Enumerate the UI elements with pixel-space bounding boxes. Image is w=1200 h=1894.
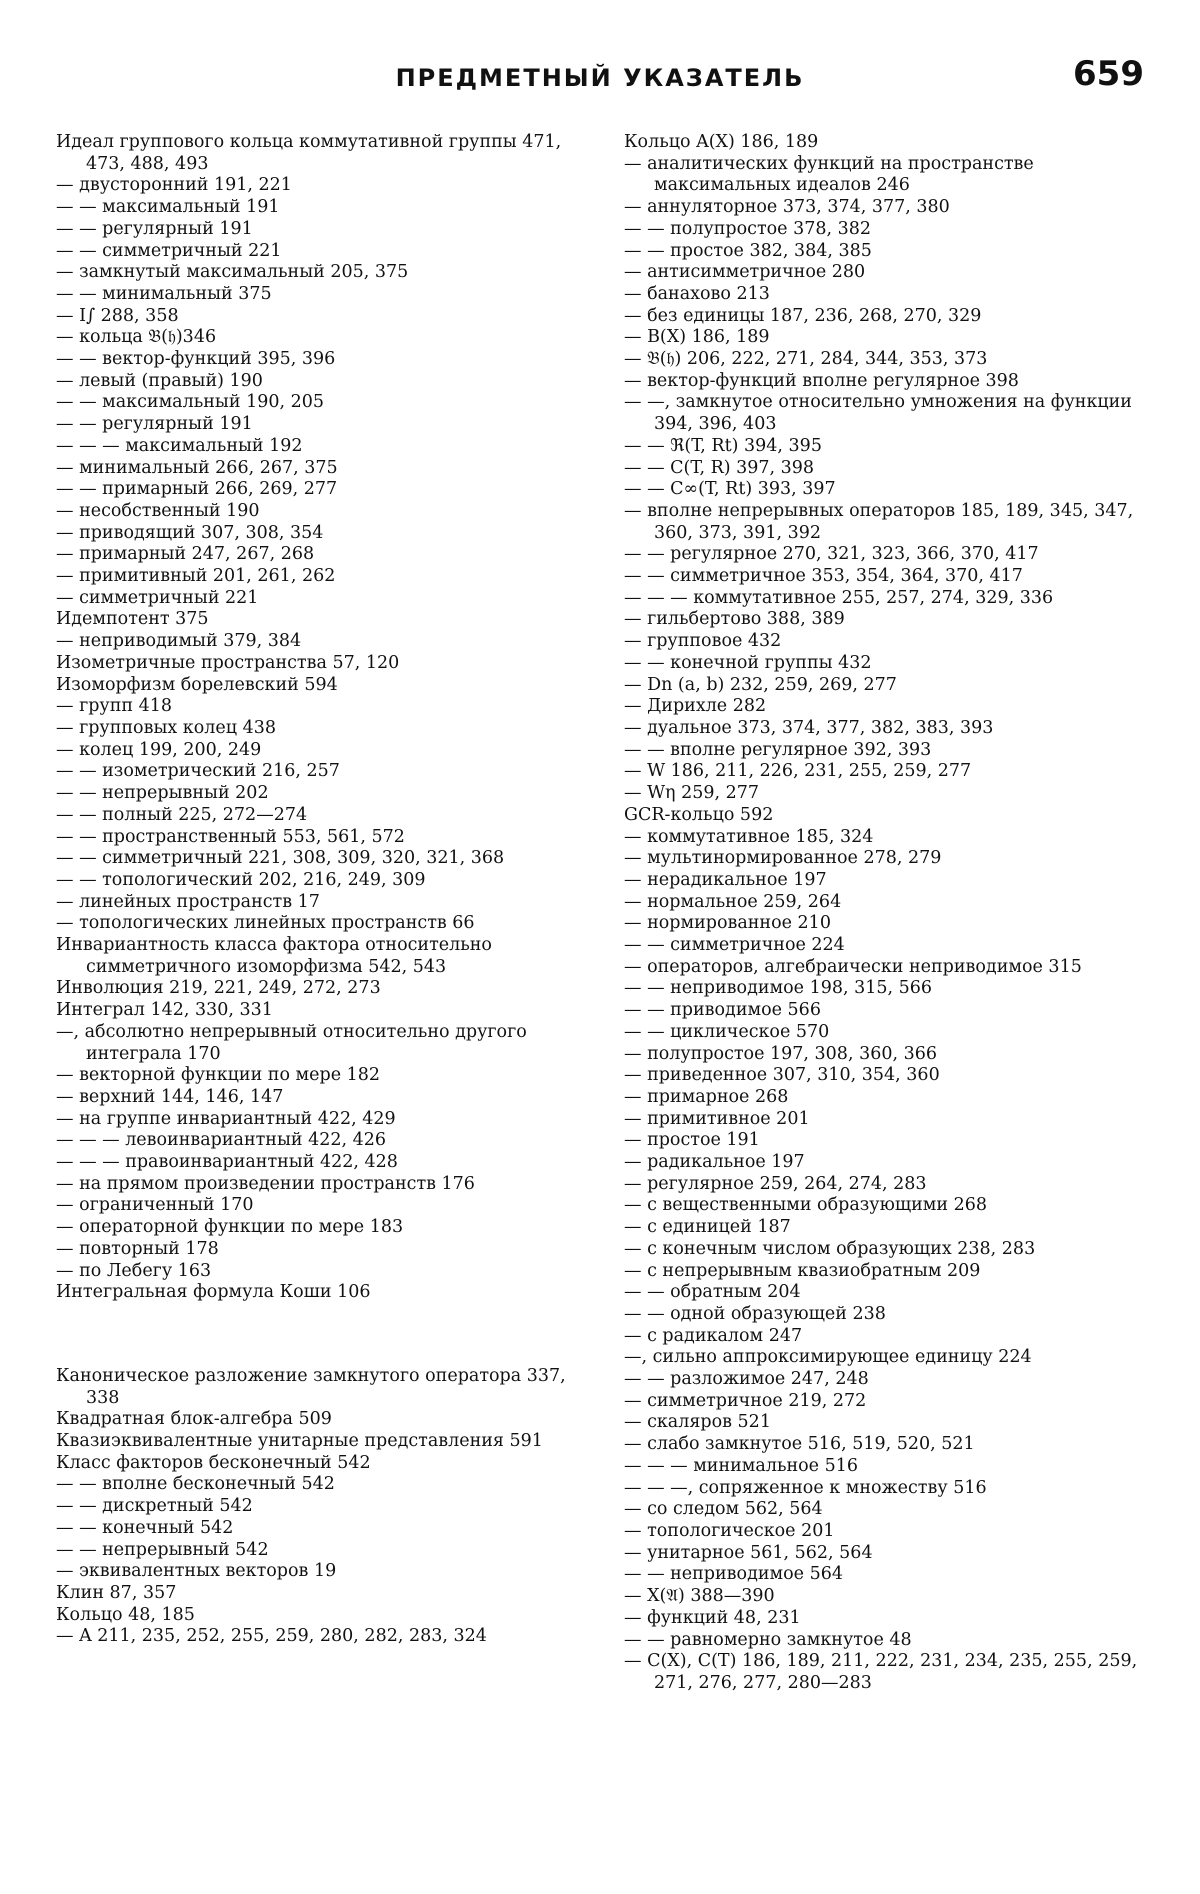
index-entry: — — непрерывный 202 [56, 783, 269, 804]
index-entry: Изометричные пространства 57, 120 [56, 652, 400, 673]
index-entry: — групп 418 [56, 696, 173, 717]
index-entry: — — максимальный 190, 205 [56, 392, 325, 413]
index-entry: Инвариантность класса фактора относительно симметричного изоморфизма 542, 543 [56, 935, 492, 977]
index-entry: —, абсолютно непрерывный относительно другого интеграла 170 [56, 1021, 527, 1064]
index-entry: Идеал группового кольца коммутативной группы 471, 473, 488, 493 [56, 132, 562, 174]
index-entry: Каноническое разложение замкнутого оператора 337, 338 [56, 1365, 566, 1408]
index-entry: — двусторонний 191, 221 [56, 175, 292, 196]
index-entry: — — —, сопряженное к множеству 516 [624, 1477, 987, 1498]
index-entry: — W 186, 211, 226, 231, 255, 259, 277 [624, 761, 972, 782]
index-entry: — колец 199, 200, 249 [56, 739, 262, 760]
index-entry: Интегральная формула Коши 106 [56, 1282, 371, 1303]
index-entry: — — приводимое 566 [624, 1000, 821, 1021]
index-entry: — — регулярное 270, 321, 323, 366, 370, 417 [624, 544, 1039, 565]
index-entry: — с вещественными образующими 268 [624, 1195, 988, 1216]
index-entry: — — полупростое 378, 382 [624, 218, 872, 239]
page-header [56, 50, 1144, 110]
index-entry: — гильбертово 388, 389 [624, 609, 845, 630]
index-entry: — примитивное 201 [624, 1108, 810, 1129]
index-entry: — несобственный 190 [56, 500, 260, 521]
index-entry: Кольцо 48, 185 [56, 1604, 195, 1625]
index-entry: — с радикалом 247 [624, 1325, 803, 1346]
index-entry: — —, замкнутое относительно умножения на функции 394, 396, 403 [624, 392, 1132, 435]
index-entry: — простое 191 [624, 1130, 760, 1151]
index-entry: — примарное 268 [624, 1086, 789, 1107]
index-entry: — — — левоинвариантный 422, 426 [56, 1130, 387, 1151]
index-entry: — — симметричный 221, 308, 309, 320, 321, 368 [56, 848, 505, 869]
index-entry: — с конечным числом образующих 238, 283 [624, 1238, 1036, 1259]
index-entry: — — непрерывный 542 [56, 1539, 269, 1560]
index-entry: — — конечной группы 432 [624, 652, 872, 673]
index-entry: — левый (правый) 190 [56, 370, 263, 391]
index-entry: — верхний 144, 146, 147 [56, 1086, 284, 1107]
index-entry: Квазиэквивалентные унитарные представления 591 [56, 1431, 543, 1452]
index-entry: — — примарный 266, 269, 277 [56, 479, 338, 500]
index-entry: — — симметричное 224 [624, 935, 845, 956]
index-entry: Инволюция 219, 221, 249, 272, 273 [56, 978, 381, 999]
index-entry: — скаляров 521 [624, 1412, 771, 1433]
index-entry: — — вполне бесконечный 542 [56, 1474, 335, 1495]
index-entry: — — конечный 542 [56, 1517, 234, 1538]
index-entry: — — — минимальное 516 [624, 1455, 859, 1476]
index-entry: Идемпотент 375 [56, 609, 209, 630]
index-entry: — симметричный 221 [56, 587, 259, 608]
index-entry: — топологических линейных пространств 66 [56, 913, 475, 934]
index-entry: — групповое 432 [624, 631, 782, 652]
index-entry: — эквивалентных векторов 19 [56, 1561, 337, 1582]
index-entry: — приведенное 307, 310, 354, 360 [624, 1065, 940, 1086]
index-entry: — — — правоинвариантный 422, 428 [56, 1152, 398, 1173]
running-title: ПРЕДМЕТНЫЙ УКАЗАТЕЛЬ [395, 64, 805, 92]
index-entry: — слабо замкнутое 516, 519, 520, 521 [624, 1434, 975, 1455]
index-entry: — — — максимальный 192 [56, 435, 303, 456]
index-entry: — — одной образующей 238 [624, 1303, 886, 1324]
index-entry: — мультинормированное 278, 279 [624, 848, 942, 869]
index-entry: — — C∞(T, Rt) 393, 397 [624, 479, 836, 500]
index-entry: — — неприводимое 198, 315, 566 [624, 978, 933, 999]
index-entry: Интеграл 142, 330, 331 [56, 1000, 273, 1021]
index-entry: — симметричное 219, 272 [624, 1390, 867, 1411]
index-entry: — примитивный 201, 261, 262 [56, 566, 336, 587]
index-entry: — со следом 562, 564 [624, 1499, 823, 1520]
index-entry: — без единицы 187, 236, 268, 270, 329 [624, 305, 982, 326]
index-entry: Изоморфизм борелевский 594 [56, 674, 338, 695]
index-entry: — аналитических функций на пространстве максимальных идеалов 246 [624, 153, 1034, 196]
index-entry: — с непрерывным квазиобратным 209 [624, 1260, 981, 1281]
index-entry: — аннуляторное 373, 374, 377, 380 [624, 197, 950, 218]
index-entry: — — равномерно замкнутое 48 [624, 1629, 912, 1650]
index-entry: Клин 87, 357 [56, 1583, 177, 1603]
index-entry: — антисимметричное 280 [624, 262, 866, 283]
index-entry: — — максимальный 191 [56, 197, 280, 218]
index-entry: — X(𝔄) 388—390 [624, 1586, 775, 1607]
index-entry: — повторный 178 [56, 1238, 219, 1259]
index-entry: — кольца 𝔅(𝔥)346 [56, 327, 217, 348]
index-entry: — — дискретный 542 [56, 1496, 253, 1517]
index-entry: — операторов, алгебраически неприводимое 315 [624, 956, 1082, 977]
index-entry: — групповых колец 438 [56, 717, 276, 738]
page-number: 659 [1073, 54, 1144, 94]
section-gap [56, 1304, 576, 1366]
index-entry: —, сильно аппроксимирующее единицу 224 [624, 1347, 1032, 1368]
index-entry: — банахово 213 [624, 283, 770, 304]
index-entry: — унитарное 561, 562, 564 [624, 1542, 873, 1563]
index-entry: — минимальный 266, 267, 375 [56, 457, 338, 478]
index-entry: — примарный 247, 267, 268 [56, 544, 315, 565]
index-entry: — топологическое 201 [624, 1521, 835, 1541]
index-entry: — — — коммутативное 255, 257, 274, 329, 336 [624, 587, 1054, 608]
index-entry: — — минимальный 375 [56, 283, 272, 304]
index-entry: — неприводимый 379, 384 [56, 631, 302, 652]
index-entry: — замкнутый максимальный 205, 375 [56, 262, 409, 283]
index-entry: — — топологический 202, 216, 249, 309 [56, 869, 426, 890]
index-columns [56, 132, 1144, 1695]
index-entry: — на прямом произведении пространств 176 [56, 1173, 475, 1194]
index-entry: Кольцо A(X) 186, 189 [624, 132, 819, 152]
index-entry: — I∫ 288, 358 [56, 305, 179, 326]
index-entry: — нерадикальное 197 [624, 869, 827, 890]
index-entry: — линейных пространств 17 [56, 891, 320, 912]
index-entry: — — симметричный 221 [56, 240, 282, 261]
index-entry: — приводящий 307, 308, 354 [56, 522, 324, 543]
index-entry: — — вектор-функций 395, 396 [56, 349, 336, 370]
index-entry: — векторной функции по мере 182 [56, 1065, 381, 1086]
index-entry: — — обратным 204 [624, 1282, 801, 1303]
index-entry: — — C(T, R) 397, 398 [624, 457, 815, 478]
index-entry: — коммутативное 185, 324 [624, 826, 874, 847]
index-entry: — ограниченный 170 [56, 1195, 254, 1216]
index-entry: — регулярное 259, 264, 274, 283 [624, 1173, 927, 1194]
index-entry: — A 211, 235, 252, 255, 259, 280, 282, 283, 324 [56, 1626, 487, 1647]
index-entry: — — неприводимое 564 [624, 1564, 843, 1585]
index-entry: — — ℜ(T, Rt) 394, 395 [624, 435, 822, 456]
index-entry: — — простое 382, 384, 385 [624, 240, 872, 261]
index-entry: Квадратная блок-алгебра 509 [56, 1409, 332, 1430]
index-entry: Класс факторов бесконечный 542 [56, 1452, 371, 1473]
index-entry: — — циклическое 570 [624, 1021, 830, 1042]
index-entry: — 𝔅(𝔥) 206, 222, 271, 284, 344, 353, 373 [624, 349, 988, 370]
index-entry: — — полный 225, 272—274 [56, 804, 308, 825]
index-entry: — на группе инвариантный 422, 429 [56, 1108, 396, 1129]
index-entry: — B(X) 186, 189 [624, 327, 770, 348]
index-entry: — C(X), C(T) 186, 189, 211, 222, 231, 234, 235, 255, 259, 271, 276, 277, 280—283 [624, 1651, 1138, 1693]
index-entry: — функций 48, 231 [624, 1607, 801, 1628]
index-entry: — нормированное 210 [624, 913, 831, 934]
index-entry: — — разложимое 247, 248 [624, 1369, 869, 1390]
index-entry: — по Лебегу 163 [56, 1260, 212, 1281]
index-entry: — нормальное 259, 264 [624, 891, 842, 912]
index-entry: — — симметричное 353, 354, 364, 370, 417 [624, 566, 1023, 587]
index-entry: — — регулярный 191 [56, 218, 253, 239]
index-entry: — — пространственный 553, 561, 572 [56, 826, 405, 847]
index-entry: GCR-кольцо 592 [624, 804, 774, 825]
left-index-column [56, 132, 576, 1695]
index-entry: — вектор-функций вполне регулярное 398 [624, 370, 1019, 391]
index-entry: — — изометрический 216, 257 [56, 761, 340, 782]
index-entry: — вполне непрерывных операторов 185, 189, 345, 347, 360, 373, 391, 392 [624, 500, 1134, 543]
right-index-column [624, 132, 1144, 1695]
index-entry: — полупростое 197, 308, 360, 366 [624, 1043, 938, 1064]
index-entry: — операторной функции по мере 183 [56, 1217, 404, 1238]
index-entry: — радикальное 197 [624, 1152, 805, 1173]
index-entry: — Dn (a, b) 232, 259, 269, 277 [624, 674, 897, 695]
index-entry: — — регулярный 191 [56, 414, 253, 435]
index-entry: — Дирихле 282 [624, 696, 767, 717]
index-entry: — — вполне регулярное 392, 393 [624, 739, 932, 760]
index-entry: — дуальное 373, 374, 377, 382, 383, 393 [624, 717, 994, 738]
index-entry: — с единицей 187 [624, 1217, 791, 1238]
index-entry: — Wη 259, 277 [624, 783, 760, 804]
